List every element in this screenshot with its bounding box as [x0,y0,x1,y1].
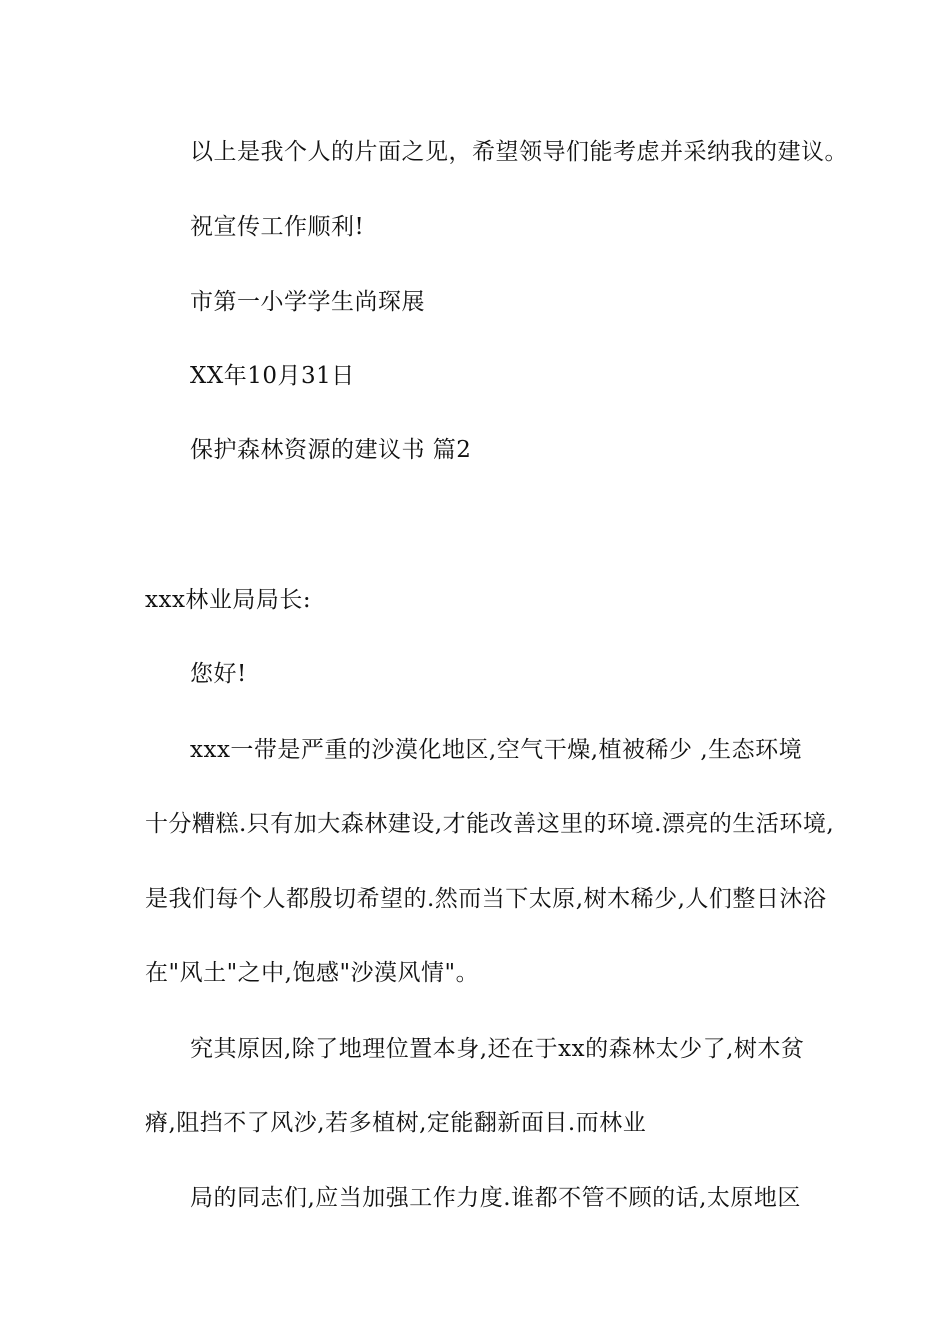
signature: 市第一小学学生尚琛展 [190,289,425,315]
paragraph3-line: 局的同志们,应当加强工作力度.谁都不管不顾的话,太原地区 [190,1185,801,1211]
paragraph1-line: 是我们每个人都殷切希望的.然而当下太原,树木稀少,人们整日沐浴 [145,886,827,912]
date: XX年10月31日 [190,363,355,389]
greeting: 您好! [190,661,247,687]
closing-opinion: 以上是我个人的片面之见，希望领导们能考虑并采纳我的建议。 [190,139,848,165]
paragraph2-line: 究其原因,除了地理位置本身,还在于xx的森林太少了,树木贫 [190,1036,805,1062]
paragraph2-line: 瘠,阻挡不了风沙,若多植树,定能翻新面目.而林业 [145,1110,647,1136]
paragraph1-line: 十分糟糕.只有加大森林建设,才能改善这里的环境.漂亮的生活环境, [145,811,835,837]
paragraph1-line: xxx一带是严重的沙漠化地区,空气干燥,植被稀少 ,生态环境 [190,737,803,763]
section-title: 保护森林资源的建议书 篇2 [190,437,472,463]
paragraph1-line: 在"风土"之中,饱感"沙漠风情"。 [145,960,480,986]
salutation: xxx林业局局长: [145,587,312,613]
closing-wish: 祝宣传工作顺利! [190,214,365,240]
